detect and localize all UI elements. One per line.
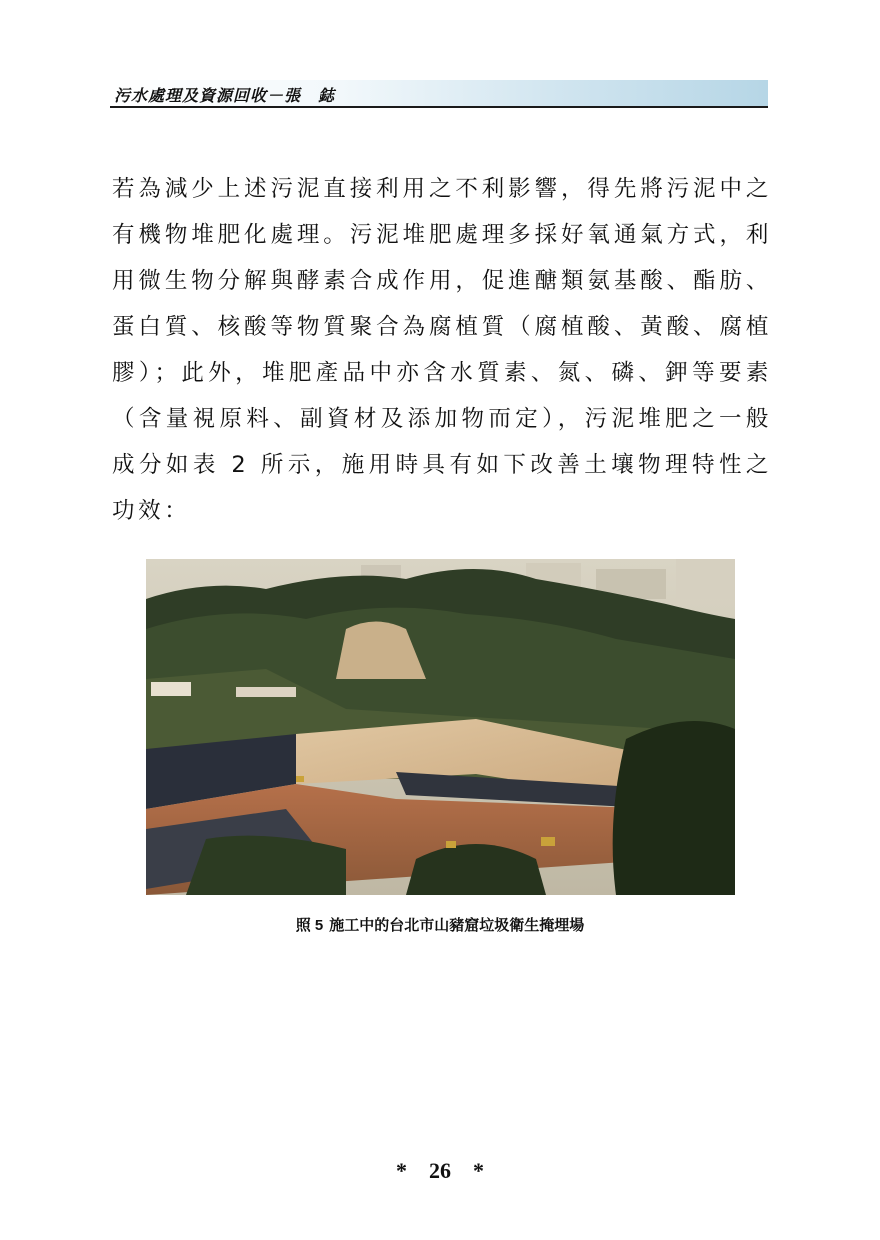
body-paragraph: 若為減少上述污泥直接利用之不利影響，得先將污泥中之有機物堆肥化處理。污泥堆肥處理多採好氧通氣方式，利用微生物分解與酵素合成作用，促進醣類氨基酸、酯肪、蛋白質、核酸等物質聚合為腐植質（腐植酸、黃酸、腐植膠）；此外，堆肥產品中亦含水質素、氮、磷、鉀等要素（含量視原料、副資材及添加物而定），污泥堆肥之一般成分如表 2 所示，施用時具有如下改善土壤物理特性之功效： [112,176,772,524]
footer-ornament-left: * [396,1158,407,1183]
page-footer [0,1158,880,1184]
photo-label: 照 5 [295,917,324,934]
page-number: 26 [429,1158,451,1183]
footer-ornament-right: * [473,1158,484,1183]
photo-caption [0,914,880,935]
running-header-title: 污水處理及資源回收－張 鋕 [114,86,336,105]
running-header [110,80,768,108]
photo-caption-text: 施工中的台北市山豬窟垃圾衛生掩埋場 [329,917,585,934]
landfill-photo [146,559,735,895]
